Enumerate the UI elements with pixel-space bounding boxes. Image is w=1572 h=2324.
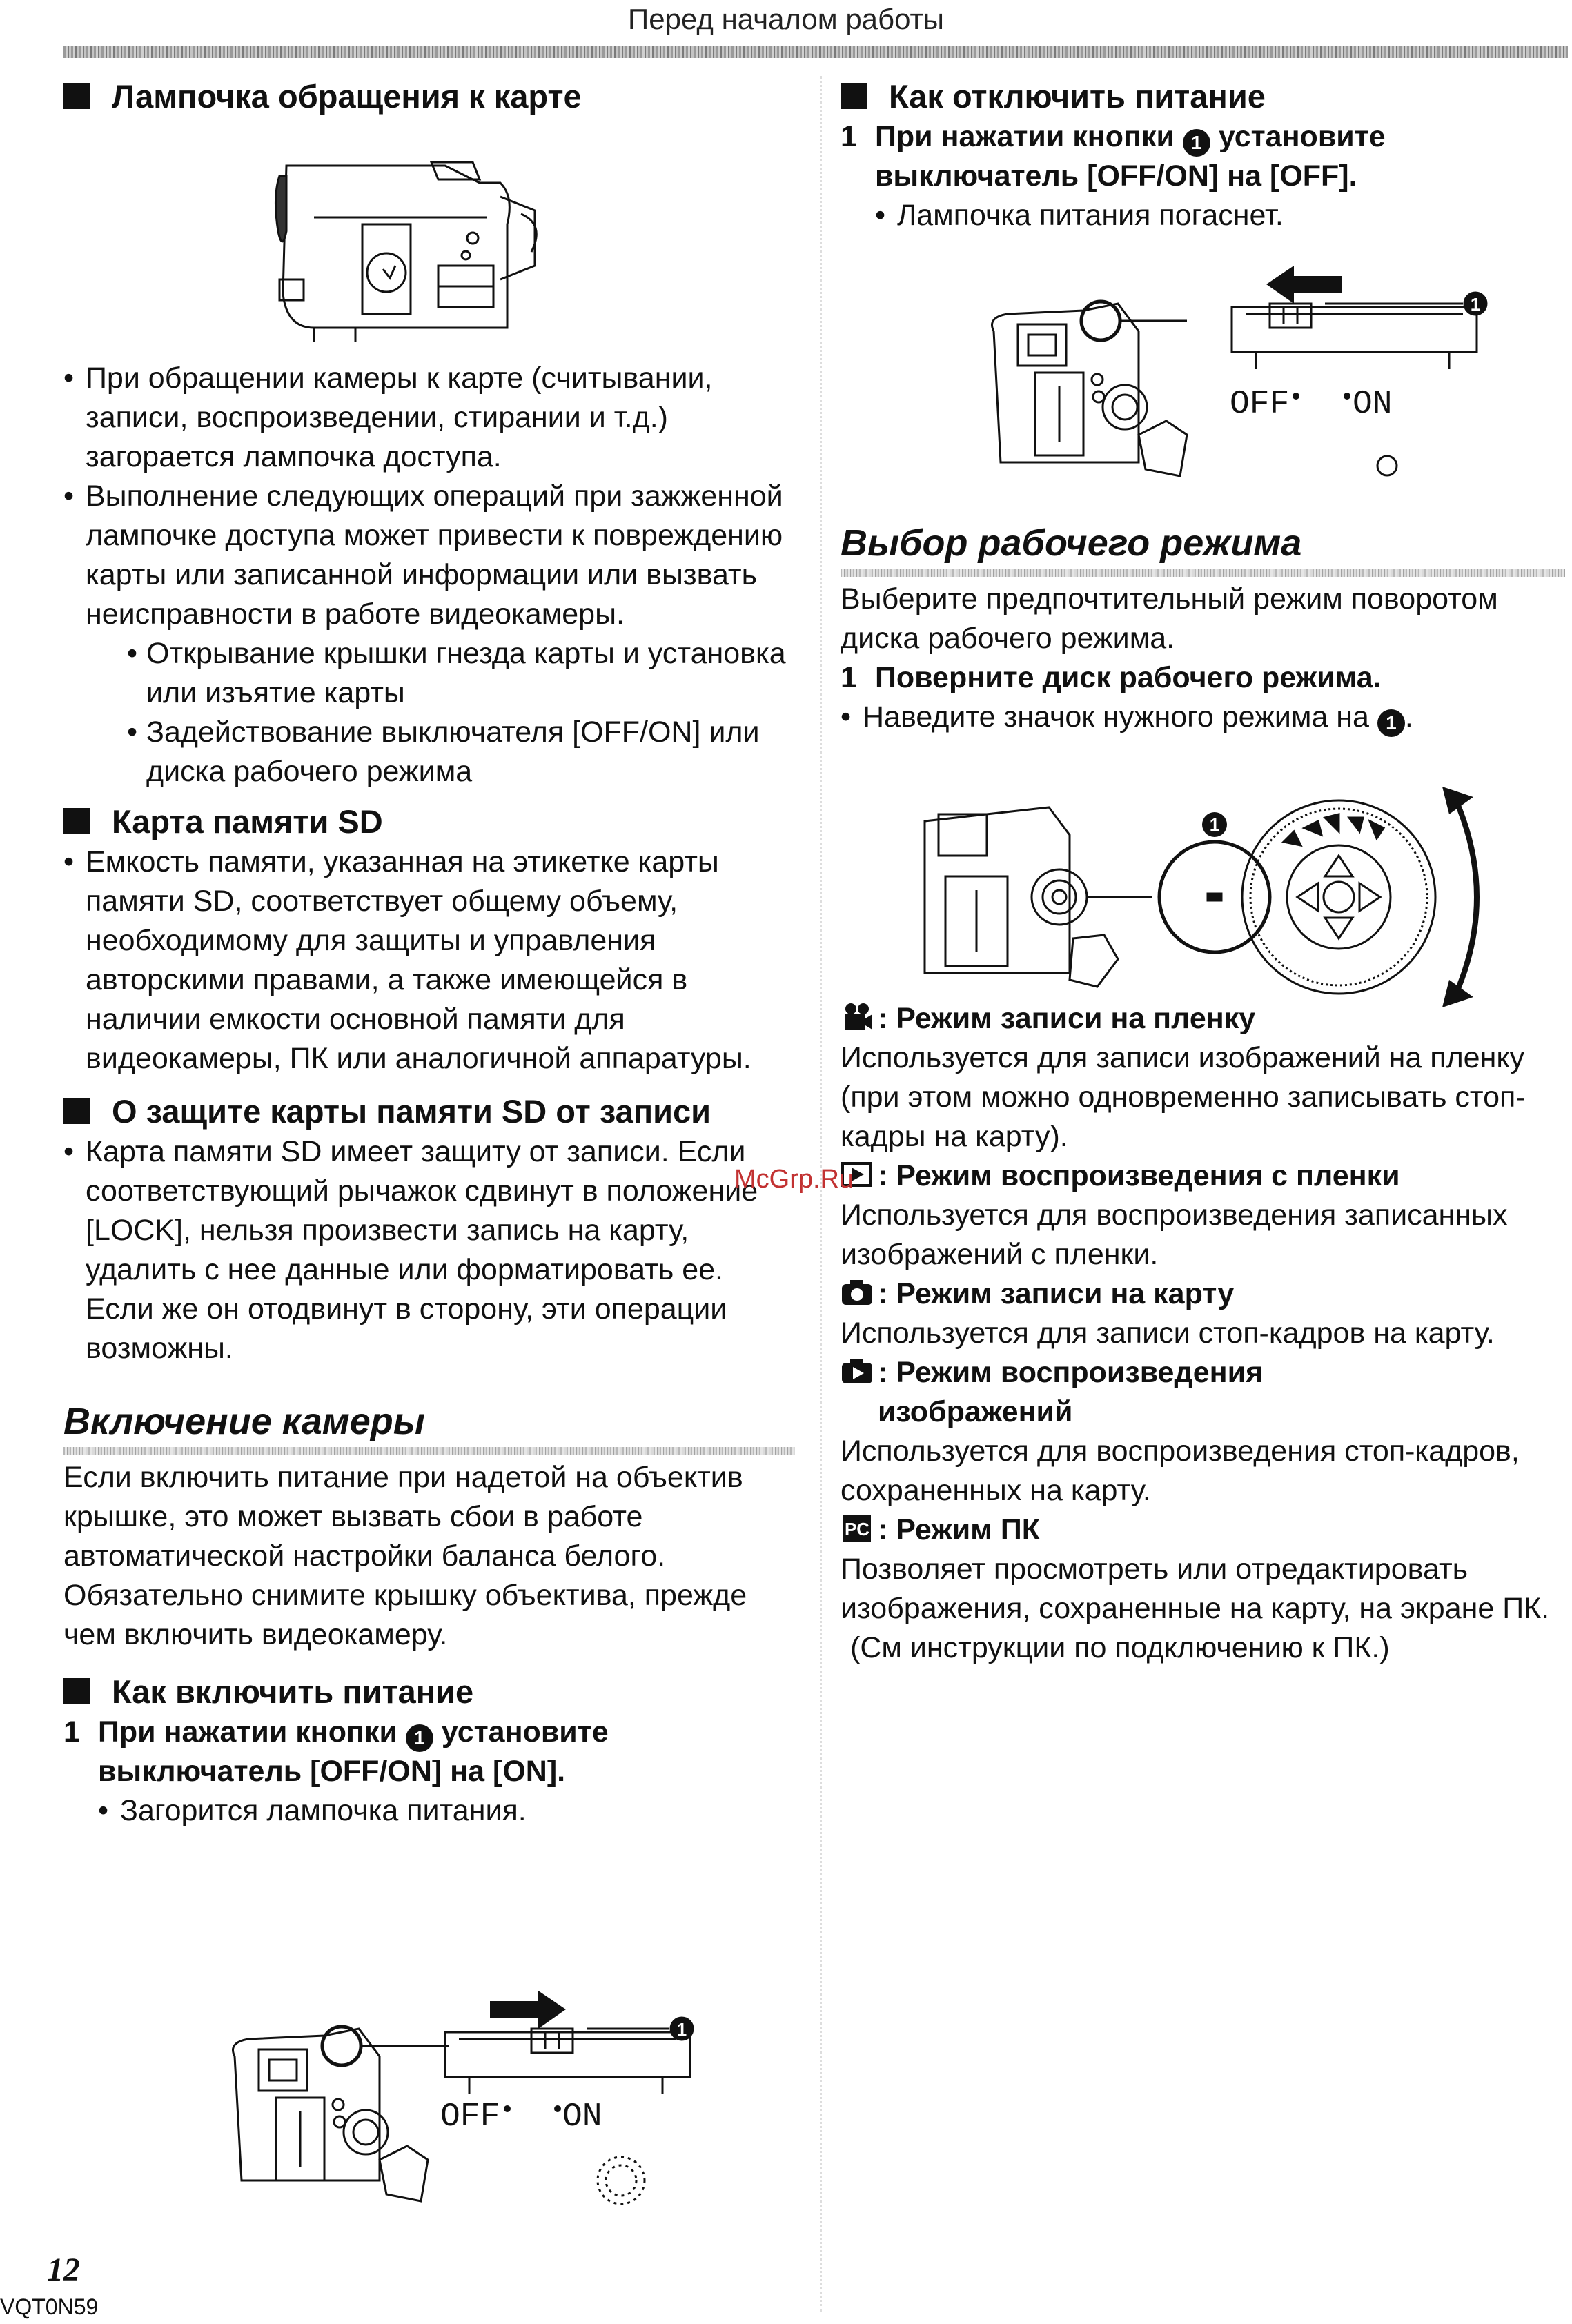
power-on-section	[63, 1397, 795, 1655]
svg-text:PC: PC	[844, 1519, 870, 1539]
power-on-title-rule	[63, 1447, 795, 1455]
mode-tape-playback-title: : Режим воспроизведения с пленки	[841, 1156, 1565, 1196]
how-off-bullet: • Лампочка питания погаснет.	[875, 196, 1565, 235]
mode-select-title: Выбор рабочего режима	[841, 522, 1302, 564]
mode-card-record-desc: Используется для записи стоп-кадров на карту.	[841, 1317, 1495, 1350]
section-how-off	[841, 76, 1565, 235]
mode-card-record-title: : Режим записи на карту	[841, 1274, 1565, 1314]
card-lamp-sub-bullet-1: • Открывание крышки гнезда карты и установка или изъятие карты	[63, 634, 795, 713]
power-off-illustration	[980, 255, 1504, 504]
mode-pc-desc: Позволяет просмотреть или отредактировать изображения, сохраненные на карту, на экране ПК.	[841, 1553, 1550, 1625]
page-header-title: Перед началом работы	[628, 3, 944, 35]
mode-select-title-rule	[841, 569, 1565, 577]
camera-card-slot-illustration	[273, 155, 562, 342]
power-on-off-label: OFF	[440, 2098, 500, 2136]
mode-select-bullet: • Наведите значок нужного режима на 1 .	[841, 698, 1565, 737]
document-code: VQT0N59	[0, 2294, 99, 2319]
mode-pc-title: PC : Режим ПК	[841, 1510, 1565, 1550]
power-off-on-label: ON	[1353, 386, 1393, 423]
sd-card-bullet: • Емкость памяти, указанная на этикетке карты памяти SD, соответствует общему объему, необходимому для защиты и управления авторскими правами, а также имеющейся в наличии емкости основной памяти для видеокамеры, ПК или аналогичной аппаратуры.	[63, 843, 795, 1079]
mode-card-playback-title: : Режим воспроизведения изображений	[841, 1353, 1565, 1432]
card-lamp-body	[63, 359, 795, 1831]
power-on-marker-1: 1	[676, 2019, 687, 2040]
mode-tape-record-title: : Режим записи на пленку	[841, 999, 1565, 1038]
mode-select-intro: Выберите предпочтительный режим поворотом диска рабочего режима.	[841, 582, 1498, 655]
power-off-off-label: OFF	[1230, 386, 1290, 423]
power-on-title: Включение камеры	[63, 1401, 425, 1442]
section-card-lamp	[63, 76, 795, 117]
sd-protect-bullet: • Карта памяти SD имеет защиту от записи. Если соответствующий рычажок сдвинут в положение [LOCK], нельзя произвести запись на карту, удалить с нее данные или форматировать ее. Если же он отодвинут в сторону, эти операции возможны.	[63, 1132, 795, 1368]
how-on-bullet: • Загорится лампочка питания.	[98, 1791, 795, 1831]
header-rule	[63, 46, 1568, 58]
how-on-heading: Как включить питание	[63, 1671, 795, 1713]
section-mode-select	[841, 519, 1565, 737]
how-off-heading: Как отключить питание	[841, 76, 1565, 117]
sd-protect-heading: О защите карты памяти SD от записи	[63, 1091, 733, 1132]
marker-1-icon: 1	[1377, 709, 1405, 737]
sd-card-heading: Карта памяти SD	[63, 801, 795, 843]
watermark-text: McGrp.Ru	[734, 1165, 854, 1194]
card-lamp-heading: Лампочка обращения к карте	[63, 76, 795, 117]
heading-square-icon	[63, 83, 90, 109]
how-on-step-1: 1 При нажатии кнопки 1 установите выключатель [OFF/ON] на [ON].	[63, 1715, 609, 1788]
marker-1-icon: 1	[406, 1724, 433, 1752]
mode-select-step-1: 1 Поверните диск рабочего режима.	[841, 661, 1382, 694]
modes-list	[841, 999, 1565, 1668]
mode-dial-marker-1: 1	[1209, 814, 1220, 835]
card-record-icon	[841, 1277, 874, 1308]
power-off-marker-1: 1	[1470, 294, 1481, 315]
mode-card-playback-desc: Используется для воспроизведения стоп-кадров, сохраненных на карту.	[841, 1435, 1520, 1507]
card-lamp-bullet-1: • При обращении камеры к карте (считывании, записи, воспроизведении, стирании и т.д.) загорается лампочка доступа.	[63, 359, 795, 477]
page-number: 12	[47, 2252, 80, 2288]
mode-tape-playback-desc: Используется для воспроизведения записанных изображений с пленки.	[841, 1199, 1508, 1271]
mode-tape-record-desc: Используется для записи изображений на пленку (при этом можно одновременно записывать стоп-кадры на карту).	[841, 1041, 1526, 1153]
power-on-on-label: ON	[562, 2098, 602, 2136]
marker-1-icon: 1	[1183, 129, 1210, 157]
card-playback-icon	[841, 1356, 874, 1386]
how-off-step-1: 1 При нажатии кнопки 1 установите выключатель [OFF/ON] на [OFF].	[841, 120, 1386, 193]
power-on-intro: Если включить питание при надетой на объектив крышке, это может вызвать сбои в работе автоматической настройки баланса белого. Обязательно снимите крышку объектива, прежде чем включить видеокамеру.	[63, 1461, 747, 1651]
mode-dial-illustration	[911, 780, 1504, 1007]
tape-record-icon	[841, 1002, 874, 1032]
power-on-illustration	[221, 1973, 745, 2236]
pc-mode-icon	[841, 1513, 874, 1544]
card-lamp-bullet-2: • Выполнение следующих операций при зажженной лампочке доступа может привести к повреждению карты или записанной информации или вызвать неисправности в работе видеокамеры.	[63, 477, 795, 634]
card-lamp-sub-bullet-2: • Задействование выключателя [OFF/ON] или диска рабочего режима	[63, 713, 795, 791]
pc-note: (См инструкции по подключению к ПК.)	[850, 1631, 1390, 1664]
